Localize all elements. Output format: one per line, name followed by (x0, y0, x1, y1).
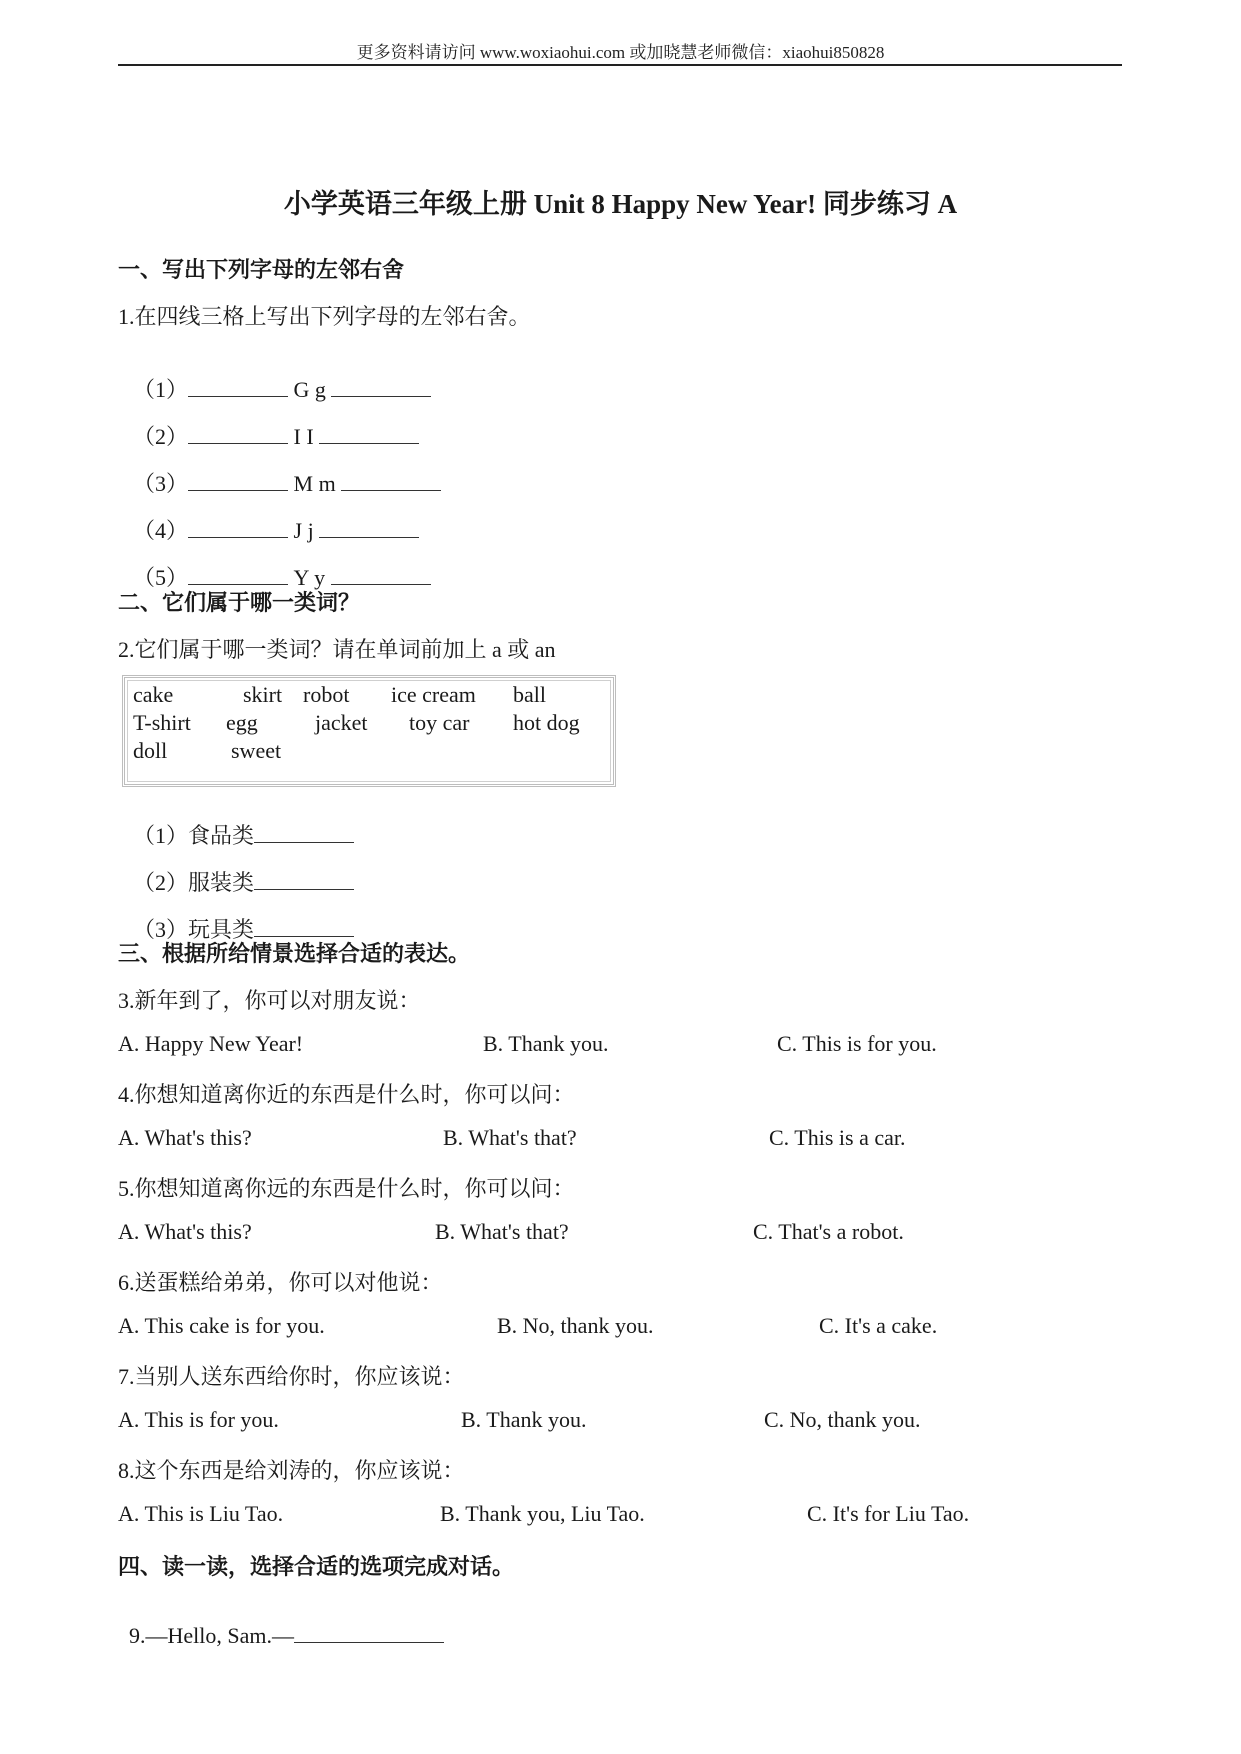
option-c[interactable]: C. It's a cake. (819, 1313, 938, 1338)
letters: Y y (293, 565, 326, 590)
letters: G g (293, 377, 326, 402)
option-b[interactable]: B. No, thank you. (497, 1313, 654, 1338)
item-number: （5） (133, 565, 189, 590)
question-4-prompt: 4.你想知道离你近的东西是什么时，你可以问： (118, 1082, 575, 1107)
word-row (133, 710, 605, 738)
word: ice cream (391, 682, 476, 707)
option-a[interactable]: A. What's this? (118, 1219, 252, 1244)
item-number: （3） (133, 917, 189, 942)
word: egg (226, 710, 258, 735)
section-1-heading: 一、写出下列字母的左邻右舍 (118, 258, 405, 283)
section-4-heading: 四、读一读，选择合适的选项完成对话。 (118, 1555, 515, 1580)
word-row (133, 738, 605, 766)
option-a[interactable]: A. Happy New Year! (118, 1031, 304, 1056)
item-number: （1） (133, 823, 189, 848)
option-b[interactable]: B. What's that? (443, 1125, 577, 1150)
word: skirt (243, 682, 283, 707)
document-title: 小学英语三年级上册 Unit 8 Happy New Year! 同步练习 A (283, 189, 958, 219)
category-label: 食品类 (188, 823, 255, 848)
item-number: （2） (133, 870, 189, 895)
answer-blank-left[interactable] (188, 566, 288, 585)
option-c[interactable]: C. That's a robot. (753, 1219, 904, 1244)
section-2-heading: 二、它们属于哪一类词？ (118, 591, 361, 616)
option-a[interactable]: A. This is Liu Tao. (118, 1501, 284, 1526)
item-number: （1） (133, 377, 189, 402)
answer-blank[interactable] (254, 918, 354, 937)
letters: M m (293, 471, 336, 496)
question-7-prompt: 7.当别人送东西给你时，你应该说： (118, 1364, 465, 1389)
word: cake (133, 682, 174, 707)
item-number: （4） (133, 518, 189, 543)
word-row (133, 682, 605, 710)
category-label: 服装类 (188, 870, 255, 895)
question-2-prompt: 2.它们属于哪一类词？请在单词前加上 a 或 an (118, 637, 556, 662)
word: jacket (315, 710, 368, 735)
page-header: 更多资料请访问 www.woxiaohui.com 或加晓慧老师微信：xiaohui850828 (356, 43, 885, 62)
question-3-prompt: 3.新年到了，你可以对朋友说： (118, 988, 421, 1013)
letter-item-5 (122, 535, 431, 592)
question-8-prompt: 8.这个东西是给刘涛的，你应该说： (118, 1458, 465, 1483)
option-c[interactable]: C. This is for you. (777, 1031, 937, 1056)
category-item-3 (122, 887, 354, 944)
question-6-prompt: 6.送蛋糕给弟弟，你可以对他说： (118, 1270, 443, 1295)
word: toy car (409, 710, 470, 735)
question-5-prompt: 5.你想知道离你远的东西是什么时，你可以问： (118, 1176, 575, 1201)
category-label: 玩具类 (188, 917, 255, 942)
word: sweet (231, 738, 282, 763)
answer-blank[interactable] (294, 1624, 444, 1643)
word: hot dog (513, 710, 580, 735)
option-b[interactable]: B. Thank you. (483, 1031, 609, 1056)
question-9 (118, 1597, 444, 1649)
letters: I I (293, 424, 314, 449)
question-9-prompt: 9.—Hello, Sam.— (129, 1623, 294, 1648)
word: ball (513, 682, 546, 707)
section-3-heading: 三、根据所给情景选择合适的表达。 (118, 942, 471, 967)
word: T-shirt (133, 710, 191, 735)
option-b[interactable]: B. Thank you, Liu Tao. (440, 1501, 645, 1526)
option-c[interactable]: C. It's for Liu Tao. (807, 1501, 970, 1526)
word: doll (133, 738, 168, 763)
option-a[interactable]: A. This is for you. (118, 1407, 279, 1432)
option-a[interactable]: A. What's this? (118, 1125, 252, 1150)
option-c[interactable]: C. This is a car. (769, 1125, 906, 1150)
answer-blank-right[interactable] (331, 566, 431, 585)
header-divider (118, 64, 1122, 66)
option-b[interactable]: B. What's that? (435, 1219, 569, 1244)
option-b[interactable]: B. Thank you. (461, 1407, 587, 1432)
item-number: （2） (133, 424, 189, 449)
option-a[interactable]: A. This cake is for you. (118, 1313, 325, 1338)
word-bank-box (122, 675, 616, 787)
item-number: （3） (133, 471, 189, 496)
letters: J j (293, 518, 314, 543)
question-1-prompt: 1.在四线三格上写出下列字母的左邻右舍。 (118, 304, 531, 329)
word: robot (303, 682, 350, 707)
option-c[interactable]: C. No, thank you. (764, 1407, 921, 1432)
